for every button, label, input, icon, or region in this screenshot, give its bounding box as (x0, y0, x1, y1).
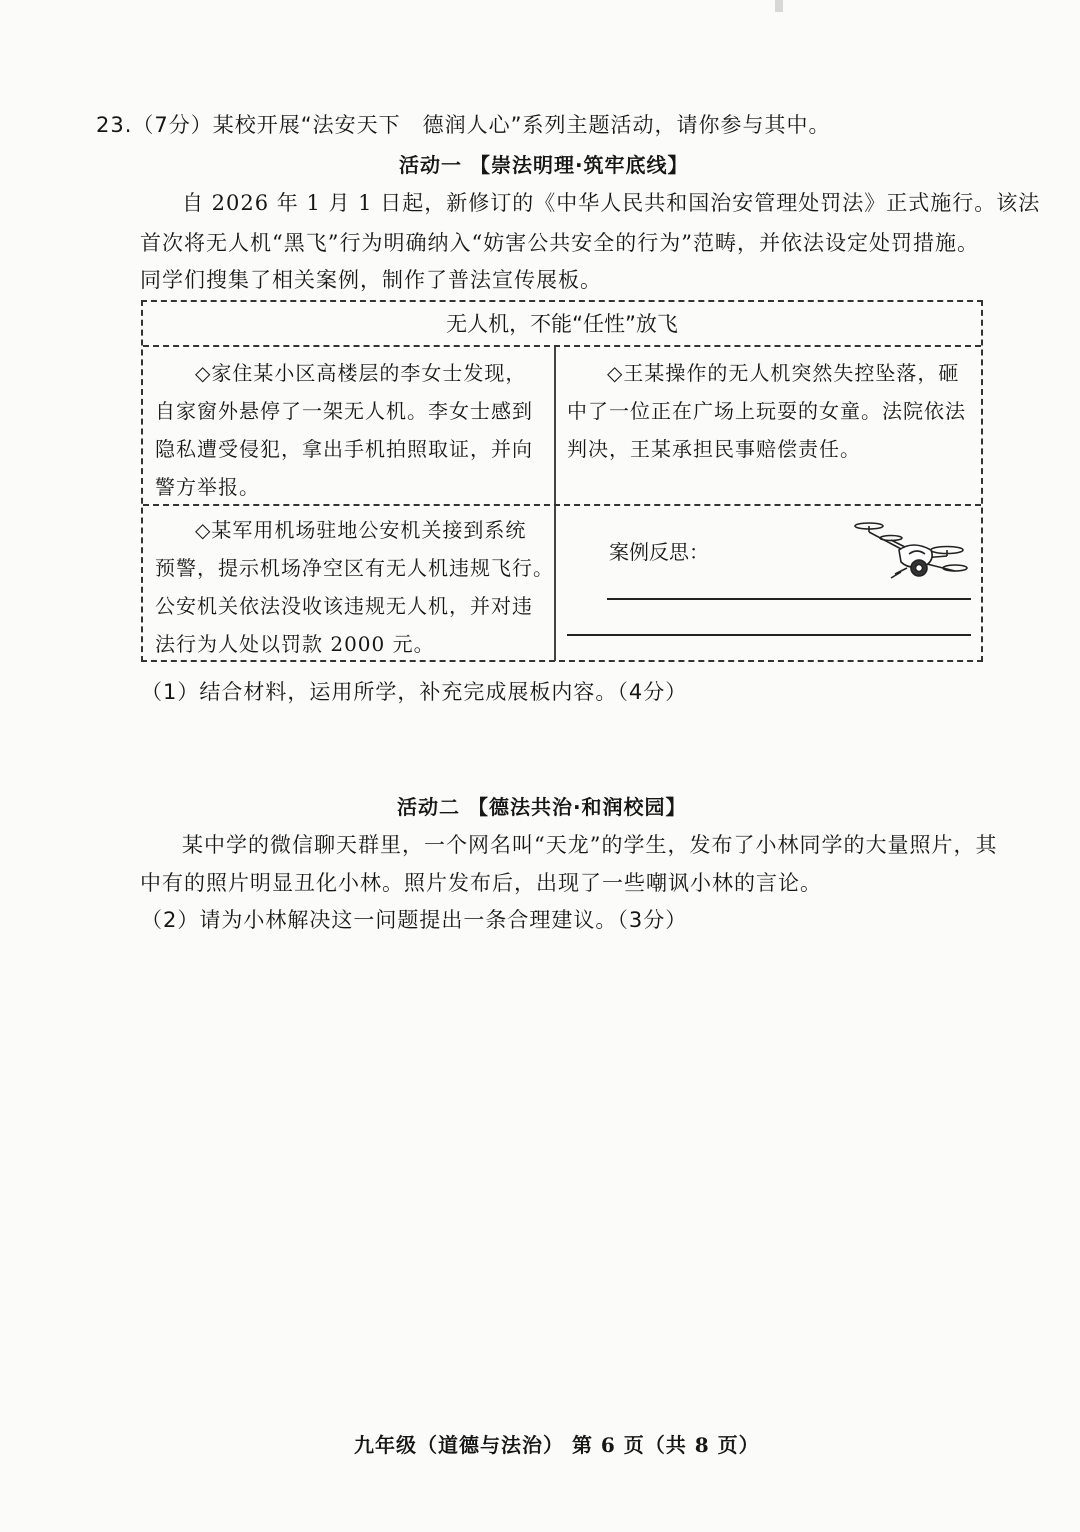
case-line: 自家窗外悬停了一架无人机。李女士感到 (155, 399, 533, 423)
page-footer: 九年级（道德与法治） 第 6 页（共 8 页） (354, 1433, 760, 1457)
answer-line[interactable] (567, 634, 971, 636)
case-line: ◇王某操作的无人机突然失控坠落，砸 (607, 361, 960, 385)
sub-question-1: （1）结合材料，运用所学，补充完成展板内容。（4分） (141, 680, 688, 704)
reflection-label: 案例反思： (609, 540, 709, 564)
case-line: 中了一位正在广场上玩耍的女童。法院依法 (567, 399, 966, 423)
drone-icon (851, 516, 969, 586)
activity1-title: 活动一 【崇法明理·筑牢底线】 (399, 153, 689, 177)
activity1-para-line: 首次将无人机“黑飞”行为明确纳入“妨害公共安全的行为”范畴，并依法设定处罚措施。 (140, 231, 979, 255)
case-line: 隐私遭受侵犯，拿出手机拍照取证，并向 (155, 437, 533, 461)
question-title: 23.（7分）某校开展“法安天下 德润人心”系列主题活动，请你参与其中。 (96, 113, 831, 137)
activity1-para-line: 自 2026 年 1 月 1 日起，新修订的《中华人民共和国治安管理处罚法》正式施行。该法 (182, 191, 1041, 215)
case-card-privacy (155, 354, 547, 506)
activity1-para-line: 同学们搜集了相关案例，制作了普法宣传展板。 (140, 268, 602, 292)
case-line: 法行为人处以罚款 2000 元。 (155, 632, 435, 656)
activity2-para-line: 中有的照片明显丑化小林。照片发布后，出现了一些嘲讽小林的言论。 (140, 871, 822, 895)
case-line: 公安机关依法没收该违规无人机，并对违 (155, 594, 533, 618)
case-line: 警方举报。 (155, 475, 260, 499)
activity2-para-line: 某中学的微信聊天群里，一个网名叫“天龙”的学生，发布了小林同学的大量照片，其 (182, 833, 998, 857)
board-title: 无人机，不能“任性”放飞 (143, 302, 981, 347)
case-line: 预警，提示机场净空区有无人机违规飞行。 (155, 556, 554, 580)
answer-line[interactable] (607, 598, 971, 600)
case-line: ◇某军用机场驻地公安机关接到系统 (195, 518, 527, 542)
case-line: ◇家住某小区高楼层的李女士发现， (195, 361, 527, 385)
sub-question-2: （2）请为小林解决这一问题提出一条合理建议。（3分） (141, 908, 688, 932)
case-line: 判决，王某承担民事赔偿责任。 (567, 437, 861, 461)
display-board (141, 300, 983, 662)
case-card-crash (567, 354, 973, 468)
activity2-title: 活动二 【德法共治·和润校园】 (397, 795, 687, 819)
scan-mark (775, 0, 783, 12)
case-card-airport (155, 511, 554, 663)
